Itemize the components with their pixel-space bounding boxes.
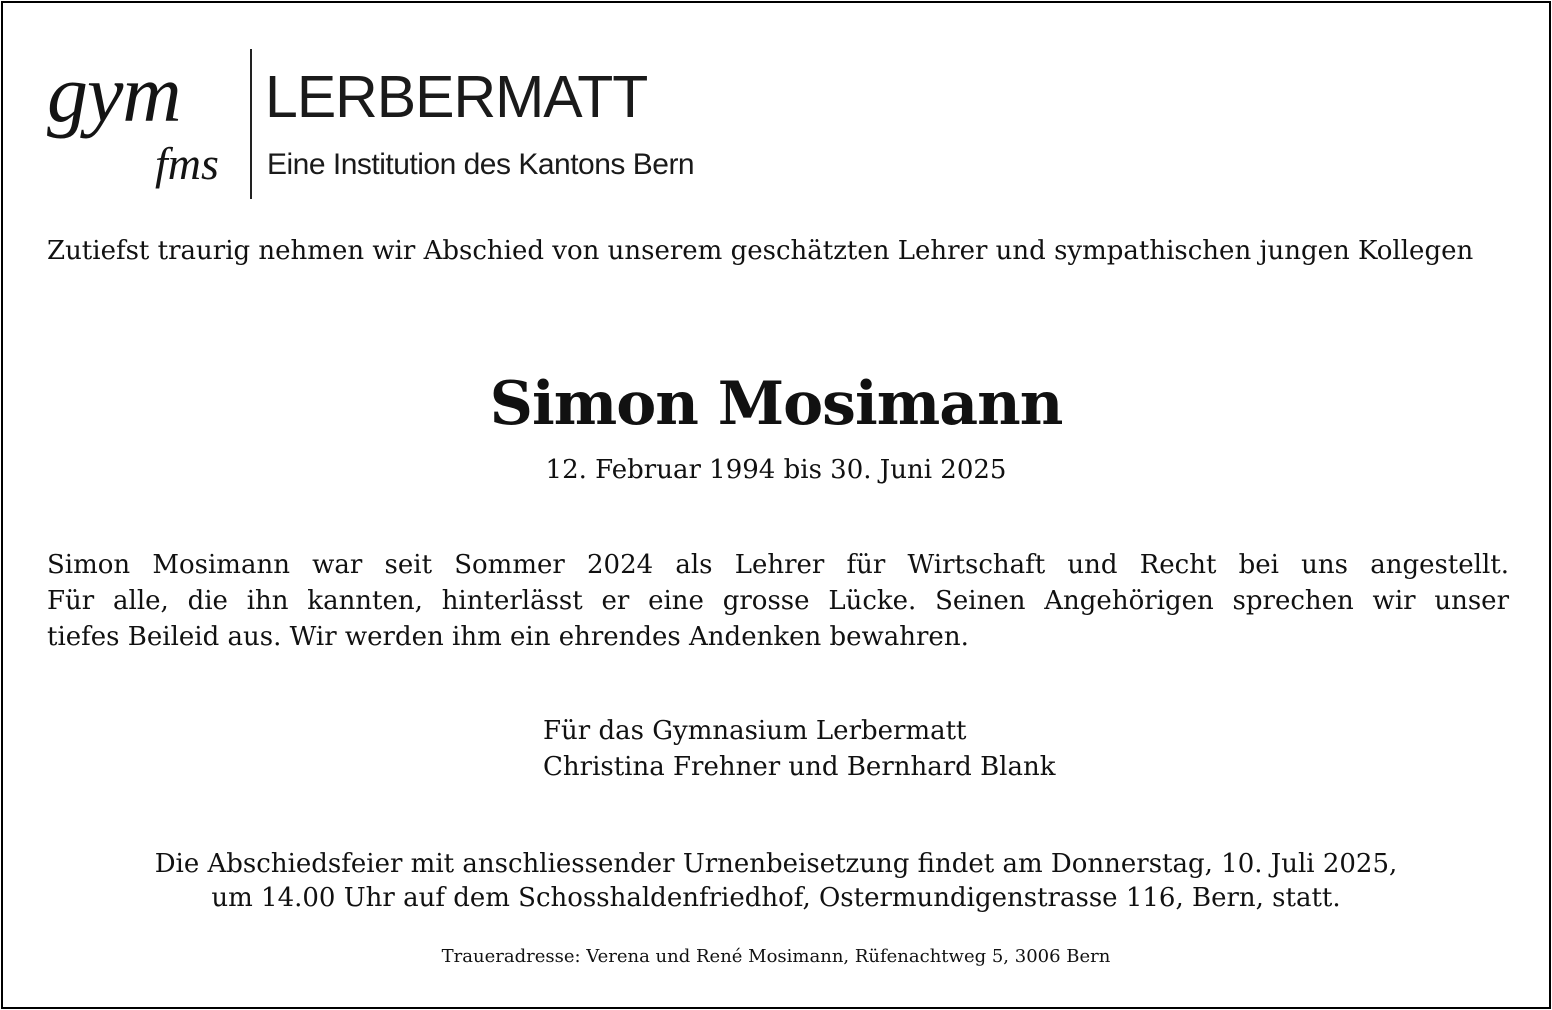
ceremony-info bbox=[3, 847, 1549, 915]
school-logo bbox=[47, 47, 787, 202]
logo-divider bbox=[250, 49, 252, 199]
ceremony-line: um 14.00 Uhr auf dem Schosshaldenfriedhof, Ostermundigenstrasse 116, Bern, statt. bbox=[211, 883, 1341, 913]
signature-organization: Für das Gymnasium Lerbermatt bbox=[543, 716, 967, 746]
tribute-paragraph bbox=[47, 547, 1509, 655]
life-dates: 12. Februar 1994 bis 30. Juni 2025 bbox=[545, 455, 1007, 485]
obituary-notice bbox=[1, 1, 1551, 1009]
deceased-name: Simon Mosimann bbox=[489, 369, 1063, 439]
logo-subtitle: Eine Institution des Kantons Bern bbox=[267, 148, 695, 181]
mourning-address: Traueradresse: Verena und René Mosimann, Rüfenachtweg 5, 3006 Bern bbox=[441, 946, 1111, 967]
signature-block bbox=[543, 713, 1056, 785]
tribute-line: tiefes Beileid aus. Wir werden ihm ein ehrendes Andenken bewahren. bbox=[47, 622, 969, 652]
intro-text: Zutiefst traurig nehmen wir Abschied von unserem geschätzten Lehrer und sympathischen jungen Kollegen bbox=[47, 236, 1474, 266]
tribute-line: Simon Mosimann war seit Sommer 2024 als Lehrer für Wirtschaft und Recht bei uns angestellt. bbox=[47, 550, 1509, 580]
tribute-line: Für alle, die ihn kannten, hinterlässt er eine grosse Lücke. Seinen Angehörigen sprechen wir unser bbox=[47, 586, 1509, 616]
ceremony-line: Die Abschiedsfeier mit anschliessender Urnenbeisetzung findet am Donnerstag, 10. Juli 2025, bbox=[154, 849, 1398, 879]
signature-names: Christina Frehner und Bernhard Blank bbox=[543, 752, 1056, 782]
logo-school-name: LERBERMATT bbox=[265, 64, 648, 130]
logo-wordmark-fms: fms bbox=[155, 138, 219, 189]
logo-wordmark-gym: gym bbox=[47, 48, 181, 139]
